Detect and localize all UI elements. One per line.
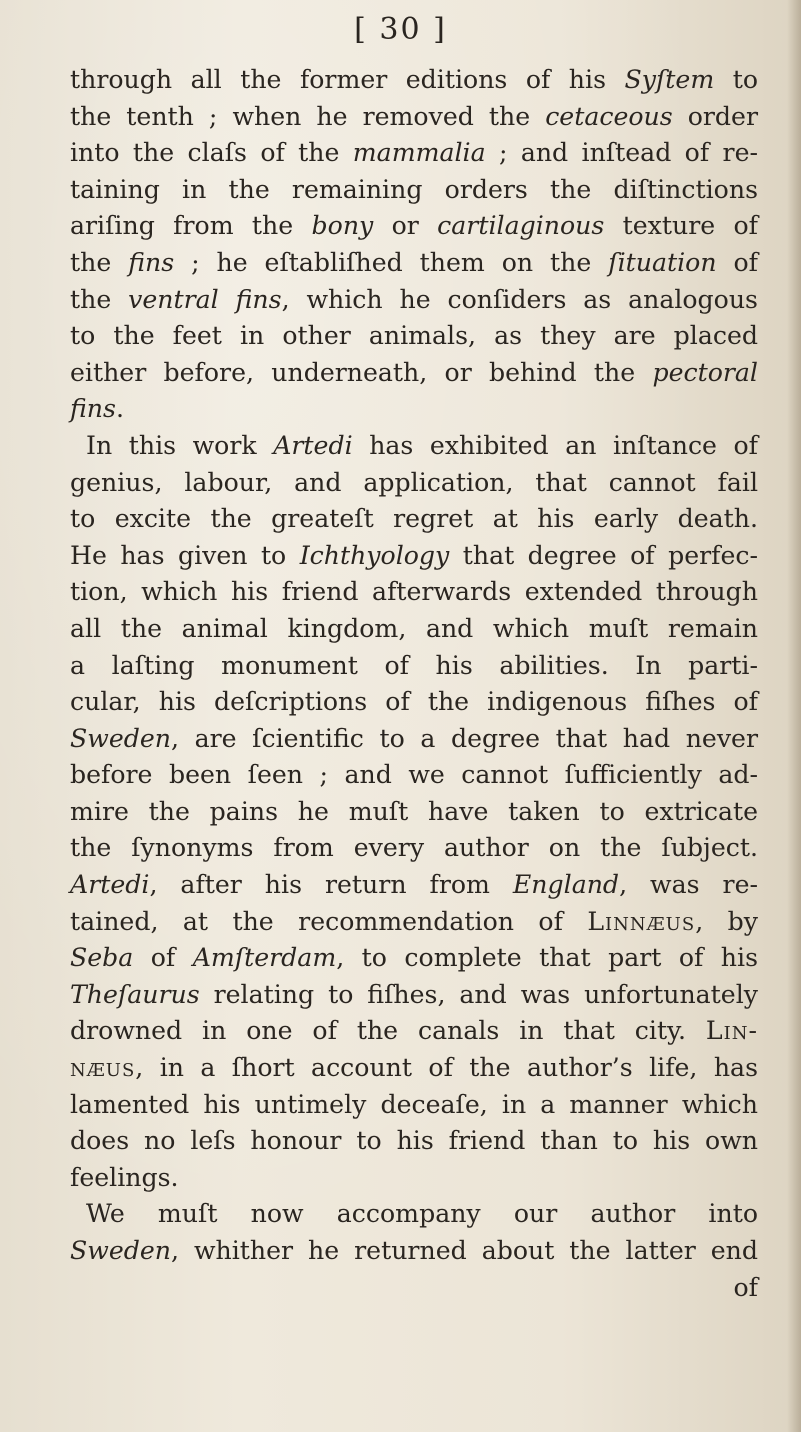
text-line <box>70 721 758 758</box>
text-line <box>70 465 758 502</box>
text-run: taining in the remaining orders the diſtinctions <box>70 174 758 204</box>
body-text <box>70 62 758 1306</box>
text-run: the ſynonyms from every author on the ſubject. <box>70 833 758 863</box>
text-line <box>70 1123 758 1160</box>
text-run: ariſing from the <box>70 211 312 241</box>
text-line <box>70 99 758 136</box>
text-line <box>70 1233 758 1270</box>
text-line <box>70 208 758 245</box>
text-run: genius, labour, and application, that cannot fail <box>70 467 758 497</box>
text-run: through all the former editions of his <box>70 65 625 94</box>
text-run: , was re- <box>619 870 758 900</box>
italic-run: pectoral <box>652 357 758 387</box>
text-run: all the animal kingdom, and which muſt remain <box>70 613 758 643</box>
text-run: feelings. <box>70 1162 179 1192</box>
text-line <box>70 830 758 867</box>
text-run: a laſting monument of his abilities. In parti- <box>70 650 758 680</box>
text-run: the tenth ; when he removed the <box>70 101 546 131</box>
text-line <box>70 135 758 172</box>
italic-run: cetaceous <box>545 101 673 131</box>
small-caps-run: Linnæus <box>587 906 696 936</box>
text-run: , after his return from <box>149 870 513 900</box>
text-line <box>70 355 758 392</box>
italic-run: bony <box>311 211 374 241</box>
text-run: to <box>714 65 758 94</box>
text-run: texture of <box>604 211 759 241</box>
text-run: drowned in one of the canals in that city. <box>70 1016 706 1046</box>
text-line <box>70 1196 758 1233</box>
text-line <box>70 1050 758 1087</box>
text-line <box>70 648 758 685</box>
italic-run: Ichthyology <box>299 540 450 570</box>
text-run: order <box>672 101 758 131</box>
text-line <box>70 1270 758 1307</box>
italic-run: Artedi <box>70 870 150 900</box>
text-run: to excite the greateſt regret at his early death. <box>70 504 758 534</box>
text-line <box>70 318 758 355</box>
text-run: or <box>373 211 438 241</box>
text-run: lamented his untimely deceaſe, in a manner which <box>70 1089 758 1119</box>
text-run: , are ſcientific to a degree that had never <box>170 723 758 753</box>
text-line <box>70 391 758 428</box>
text-run: In this work <box>86 430 274 460</box>
text-run: , which he conſiders as analogous <box>281 284 758 314</box>
text-run: , whither he returned about the latter end <box>170 1236 758 1265</box>
text-line <box>70 1013 758 1050</box>
text-run: that degree of perfec- <box>449 540 758 570</box>
text-run: does no leſs honour to his friend than to his own <box>70 1126 758 1156</box>
italic-run: ſituation <box>608 247 717 277</box>
italic-run: Sweden <box>70 1236 171 1265</box>
italic-run: Theſaurus <box>70 979 200 1009</box>
text-run: relating to fiſhes, and was unfortunately <box>199 979 758 1009</box>
text-run: of <box>133 943 193 973</box>
page-number: [ 30 ] <box>354 12 447 47</box>
text-run: cular, his deſcriptions of the indigenous fiſhes of <box>70 687 758 717</box>
italic-run: fins <box>128 247 175 277</box>
text-line <box>70 1087 758 1124</box>
text-run: of <box>733 1272 758 1302</box>
text-run: ; and inſtead of re- <box>485 138 758 168</box>
small-caps-run: Lin- <box>705 1016 758 1046</box>
text-line <box>70 977 758 1014</box>
italic-run: cartilaginous <box>437 211 605 241</box>
italic-run: England <box>512 870 620 900</box>
text-run: ; he eſtabliſhed them on the <box>174 247 609 277</box>
text-line <box>70 245 758 282</box>
text-run: has exhibited an inſtance of <box>352 430 758 460</box>
italic-run: mammalia <box>352 138 486 168</box>
text-run: the <box>70 247 129 277</box>
text-run: the <box>70 284 129 314</box>
text-run: mire the pains he muſt have taken to extricate <box>70 796 758 826</box>
italic-run: Syſtem <box>624 65 715 94</box>
text-run: either before, underneath, or behind the <box>70 357 653 387</box>
text-run: , to complete that part of his <box>336 943 758 973</box>
text-line <box>70 867 758 904</box>
text-line <box>70 62 758 99</box>
text-run: before been ſeen ; and we cannot ſufficiently ad- <box>70 760 758 790</box>
text-run: We muſt now accompany our author into <box>86 1199 758 1229</box>
italic-run: ventral fins <box>128 284 282 314</box>
text-run: tained, at the recommendation of <box>70 906 588 936</box>
page-edge-shadow <box>787 0 801 1432</box>
text-line <box>70 794 758 831</box>
text-line <box>70 684 758 721</box>
text-line <box>70 428 758 465</box>
text-run: , by <box>695 906 758 936</box>
text-run: of <box>716 247 758 277</box>
italic-run: fins <box>70 394 116 424</box>
text-line <box>70 282 758 319</box>
text-line <box>70 574 758 611</box>
text-line <box>70 172 758 209</box>
text-run: tion, which his friend afterwards extended through <box>70 577 758 607</box>
text-line <box>70 904 758 941</box>
italic-run: Sweden <box>70 723 171 753</box>
text-run: to the feet in other animals, as they are placed <box>70 321 758 351</box>
text-line <box>70 538 758 575</box>
text-run: into the claſs of the <box>70 138 353 168</box>
text-line <box>70 940 758 977</box>
small-caps-run: næus <box>70 1053 136 1083</box>
text-line <box>70 1160 758 1197</box>
text-line <box>70 501 758 538</box>
italic-run: Artedi <box>273 430 353 460</box>
text-line <box>70 611 758 648</box>
italic-run: Amſterdam <box>192 943 337 973</box>
italic-run: Seba <box>70 943 134 973</box>
text-run: . <box>115 394 124 424</box>
text-run: , in a ſhort account of the author’s life, has <box>135 1053 758 1083</box>
text-line <box>70 757 758 794</box>
text-run: He has given to <box>70 540 300 570</box>
